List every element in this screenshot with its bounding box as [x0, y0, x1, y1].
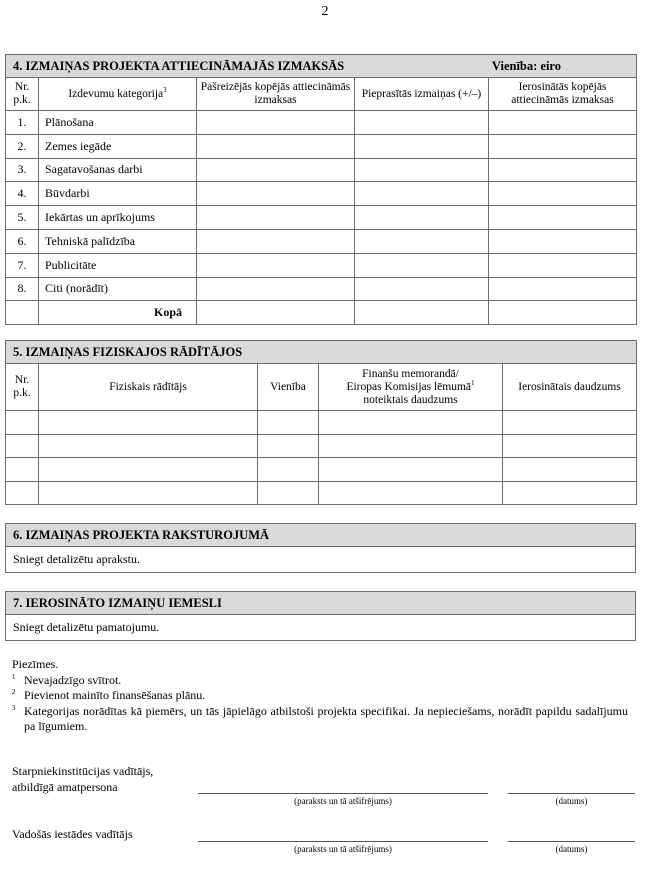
row-category: Sagatavošanas darbi	[39, 158, 197, 182]
table-cell[interactable]	[355, 134, 489, 158]
date-line[interactable]	[508, 841, 635, 842]
table-cell[interactable]	[489, 158, 637, 182]
date-caption: (datums)	[555, 844, 588, 854]
table-row	[6, 134, 637, 158]
note-item: 3 Kategorijas norādītas kā piemērs, un tās jāpielāgo atbilstoši projekta specifikai. Ja nepieciešams, norādīt papildu sadalījumu pa līgumiem.	[12, 703, 628, 733]
table-cell[interactable]	[355, 158, 489, 182]
section7-table	[5, 591, 636, 641]
table-cell[interactable]	[489, 134, 637, 158]
table-cell[interactable]	[258, 458, 319, 482]
note-item: 1 Nevajadzīgo svītrot.	[12, 672, 122, 687]
row-category: Plānošana	[39, 111, 197, 135]
table-row	[6, 229, 637, 253]
row-number: 3.	[6, 158, 39, 182]
col-proposed: Ierosinātās kopējās attiecināmās izmaksas	[489, 78, 637, 111]
row-number: 7.	[6, 253, 39, 277]
table-row	[6, 411, 637, 435]
table-row	[6, 434, 637, 458]
table-cell[interactable]	[197, 229, 355, 253]
signature-caption: (paraksts un tā atšifrējums)	[294, 844, 392, 854]
section6-header	[6, 524, 636, 547]
section7-title: 7. IEROSINĀTO IZMAIŅU IEMESLI	[13, 595, 222, 610]
section6-instruction: Sniegt detalizētu aprakstu.	[13, 552, 140, 566]
table-cell[interactable]	[197, 134, 355, 158]
row-category: Tehniskā palīdzība	[39, 229, 197, 253]
row-category: Zemes iegāde	[39, 134, 197, 158]
col-memorandum-quantity: Finanšu memorandā/ Eiropas Komisijas lēmumā$^1$ noteiktais daudzums	[319, 364, 503, 411]
table-cell[interactable]	[6, 481, 39, 505]
table-cell[interactable]	[6, 434, 39, 458]
table-cell[interactable]	[319, 458, 503, 482]
section6-table	[5, 523, 636, 573]
table-cell[interactable]	[319, 411, 503, 435]
table-cell[interactable]	[197, 158, 355, 182]
intermediary-label: Starpniekinstitūcijas vadītājs, atbildīgā amatpersona	[12, 764, 154, 794]
notes-heading: Piezīmes.	[12, 657, 59, 671]
section5-table	[5, 340, 637, 505]
table-row	[6, 481, 637, 505]
table-cell[interactable]	[6, 411, 39, 435]
table-cell[interactable]	[39, 411, 258, 435]
table-cell[interactable]	[197, 206, 355, 230]
table-cell[interactable]	[197, 182, 355, 206]
signature-caption: (paraksts un tā atšifrējums)	[294, 796, 392, 806]
table-cell[interactable]	[355, 253, 489, 277]
table-row	[6, 253, 637, 277]
table-cell[interactable]	[197, 301, 355, 325]
date-caption: (datums)	[555, 796, 588, 806]
footnote-ref: 1	[471, 378, 475, 387]
col-nr: Nr. p.k.	[6, 364, 39, 411]
table-cell[interactable]	[6, 458, 39, 482]
table-cell[interactable]	[489, 301, 637, 325]
section4-table	[5, 54, 637, 325]
table-cell[interactable]	[489, 206, 637, 230]
managing-authority-label: Vadošās iestādes vadītājs	[12, 827, 133, 841]
signature-line[interactable]	[198, 841, 488, 842]
table-cell[interactable]	[197, 111, 355, 135]
section7-instruction: Sniegt detalizētu pamatojumu.	[13, 620, 160, 634]
table-row	[6, 458, 637, 482]
table-cell[interactable]	[319, 481, 503, 505]
row-category: Būvdarbi	[39, 182, 197, 206]
table-cell[interactable]	[503, 458, 637, 482]
col-proposed-quantity: Ierosinātais daudzums	[503, 364, 637, 411]
table-cell[interactable]	[489, 111, 637, 135]
col-requested: Pieprasītās izmaiņas (+/–)	[355, 78, 489, 111]
row-number: 4.	[6, 182, 39, 206]
section7-field[interactable]	[6, 615, 636, 641]
row-category: Publicitāte	[39, 253, 197, 277]
row-category: Citi (norādīt)	[39, 277, 197, 301]
note-item: 2 Pievienot mainīto finansēšanas plānu.	[12, 688, 206, 702]
table-cell[interactable]	[489, 229, 637, 253]
notes	[12, 657, 628, 735]
section4-title: 4. IZMAIŅAS PROJEKTA ATTIECINĀMAJĀS IZMAKSĀS	[13, 58, 345, 73]
table-cell[interactable]	[355, 206, 489, 230]
total-label: Kopā	[39, 301, 197, 325]
section5-header	[6, 341, 637, 364]
section7-header	[6, 592, 636, 615]
table-cell[interactable]	[489, 182, 637, 206]
col-nr: Nr. p.k.	[6, 78, 39, 111]
footnote-ref: 3	[163, 85, 167, 94]
table-cell[interactable]	[355, 182, 489, 206]
row-number: 5.	[6, 206, 39, 230]
table-cell[interactable]	[355, 111, 489, 135]
table-cell[interactable]	[355, 277, 489, 301]
table-cell[interactable]	[319, 434, 503, 458]
table-row	[6, 277, 637, 301]
table-cell[interactable]	[39, 481, 258, 505]
row-category: Iekārtas un aprīkojums	[39, 206, 197, 230]
table-cell[interactable]	[258, 434, 319, 458]
section6-title: 6. IZMAIŅAS PROJEKTA RAKSTUROJUMĀ	[13, 527, 270, 542]
table-cell[interactable]	[355, 301, 489, 325]
table-cell[interactable]	[197, 277, 355, 301]
table-cell[interactable]	[503, 411, 637, 435]
row-number: 1.	[6, 111, 39, 135]
table-row	[6, 206, 637, 230]
date-line[interactable]	[508, 793, 635, 794]
col-current: Pašreizējās kopējās attiecināmās izmaksas	[197, 78, 355, 111]
col-unit: Vienība	[258, 364, 319, 411]
page-number: 2	[321, 4, 329, 19]
table-cell[interactable]	[489, 277, 637, 301]
col-indicator: Fiziskais rādītājs	[39, 364, 258, 411]
table-cell[interactable]	[503, 434, 637, 458]
table-row	[6, 158, 637, 182]
table-cell[interactable]	[503, 481, 637, 505]
table-row	[6, 111, 637, 135]
table-cell[interactable]	[39, 458, 258, 482]
section4-header	[6, 55, 637, 78]
table-row	[6, 182, 637, 206]
table-cell[interactable]	[258, 411, 319, 435]
table-cell[interactable]	[197, 253, 355, 277]
table-cell[interactable]	[355, 229, 489, 253]
row-number: 6.	[6, 229, 39, 253]
row-number: 8.	[6, 277, 39, 301]
table-cell[interactable]	[258, 481, 319, 505]
table-cell[interactable]	[39, 434, 258, 458]
signature-line[interactable]	[198, 793, 488, 794]
table-cell[interactable]	[489, 253, 637, 277]
section4-unit: Vienība: eiro	[491, 58, 561, 73]
section6-field[interactable]	[6, 547, 636, 573]
row-number: 2.	[6, 134, 39, 158]
col-category: Izdevumu kategorija$^3$	[39, 78, 197, 111]
section5-title: 5. IZMAIŅAS FIZISKAJOS RĀDĪTĀJOS	[13, 344, 243, 359]
